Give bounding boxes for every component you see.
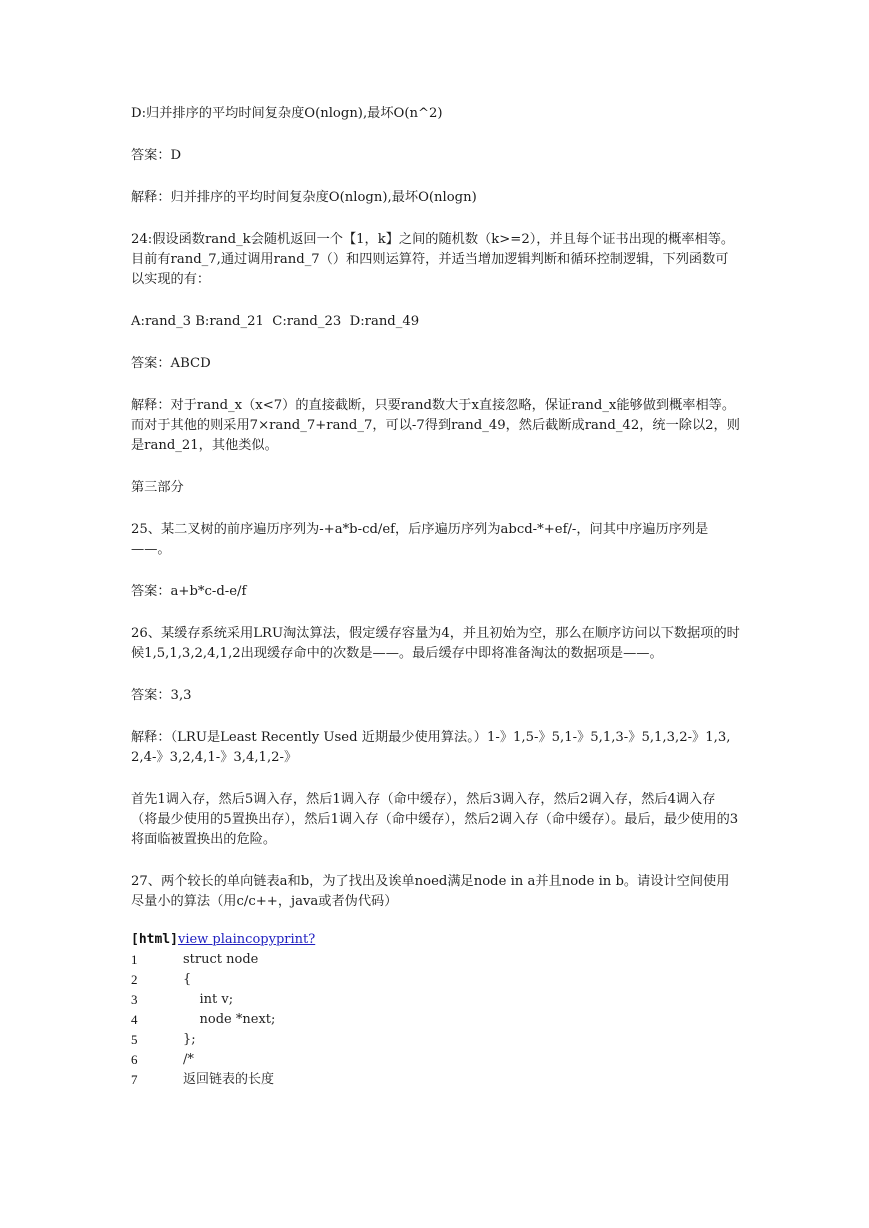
view-plain-link[interactable]: view plaincopyprint? [177,932,316,947]
paragraph-answer-24: 答案：ABCD [131,356,211,371]
document-page [131,104,741,1090]
paragraph-question-26: 26、某缓存系统采用LRU淘汰算法，假定缓存容量为4，并且初始为空，那么在顺序访问以下数据项的时候1,5,1,3,2,4,1,2出现缓存命中的次数是——。最后缓存中即将准备淘汰的数据项是——。 [131,626,740,661]
line-number: 3 [131,992,138,1007]
code-text: struct node [183,952,259,967]
code-text: 返回链表的长度 [183,1072,275,1087]
paragraph-answer-d: 答案：D [131,148,182,163]
code-language-tag: [html] [131,932,178,947]
code-text: node *next; [183,1012,276,1027]
code-line [131,1030,741,1050]
section-heading-part-three: 第三部分 [131,480,184,495]
code-block [131,950,741,1090]
paragraph-question-27: 27、两个较长的单向链表a和b，为了找出及诶单noed满足node in a并且node in b。请设计空间使用尽量小的算法（用c/c++，java或者伪代码） [131,874,730,909]
code-line [131,1010,741,1030]
code-block-header [131,930,741,950]
paragraph-question-25: 25、某二叉树的前序遍历序列为-+a*b-cd/ef，后序遍历序列为abcd-*+ef/-，问其中序遍历序列是——。 [131,522,709,557]
line-number: 1 [131,952,138,967]
line-number: 7 [131,1072,138,1087]
line-number: 4 [131,1012,138,1027]
code-line [131,970,741,990]
paragraph-option-d: D:归并排序的平均时间复杂度O(nlogn),最坏O(n^2) [131,106,443,121]
paragraph-answer-25: 答案：a+b*c-d-e/f [131,584,247,599]
paragraph-explanation-26: 解释：（LRU是Least Recently Used 近期最少使用算法。）1-》1,5-》5,1-》5,1,3-》5,1,3,2-》1,3,2,4-》3,2,4,1-》3,4,1,2-》 [131,730,731,765]
line-number: 6 [131,1052,138,1067]
paragraph-explanation-merge-sort: 解释：归并排序的平均时间复杂度O(nlogn),最坏O(nlogn) [131,190,477,205]
code-text: }; [183,1032,196,1047]
paragraph-options-24: A:rand_3 B:rand_21 C:rand_23 D:rand_49 [131,314,420,329]
paragraph-question-24: 24:假设函数rand_k会随机返回一个【1，k】之间的随机数（k>=2），并且每个证书出现的概率相等。目前有rand_7,通过调用rand_7（）和四则运算符，并适当增加逻辑判断和循环控制逻辑，下列函数可以实现的有： [131,232,735,287]
paragraph-explanation-24: 解释：对于rand_x（x<7）的直接截断，只要rand数大于x直接忽略，保证rand_x能够做到概率相等。而对于其他的则采用7×rand_7+rand_7，可以-7得到rand_49，然后截断成rand_42，统一除以2，则是rand_21，其他类似。 [131,398,740,453]
line-number: 5 [131,1032,138,1047]
code-text: /* [183,1052,194,1067]
paragraph-answer-26: 答案：3,3 [131,688,192,703]
code-line [131,1070,741,1090]
paragraph-lru-walkthrough: 首先1调入存，然后5调入存，然后1调入存（命中缓存），然后3调入存，然后2调入存，然后4调入存（将最少使用的5置换出存），然后1调入存（命中缓存），然后2调入存（命中缓存）。最后，最少使用的3将面临被置换出的危险。 [131,792,739,847]
line-number: 2 [131,972,138,987]
code-line [131,1050,741,1070]
code-line [131,950,741,970]
code-line [131,990,741,1010]
code-text: { [183,972,192,987]
code-text: int v; [183,992,234,1007]
